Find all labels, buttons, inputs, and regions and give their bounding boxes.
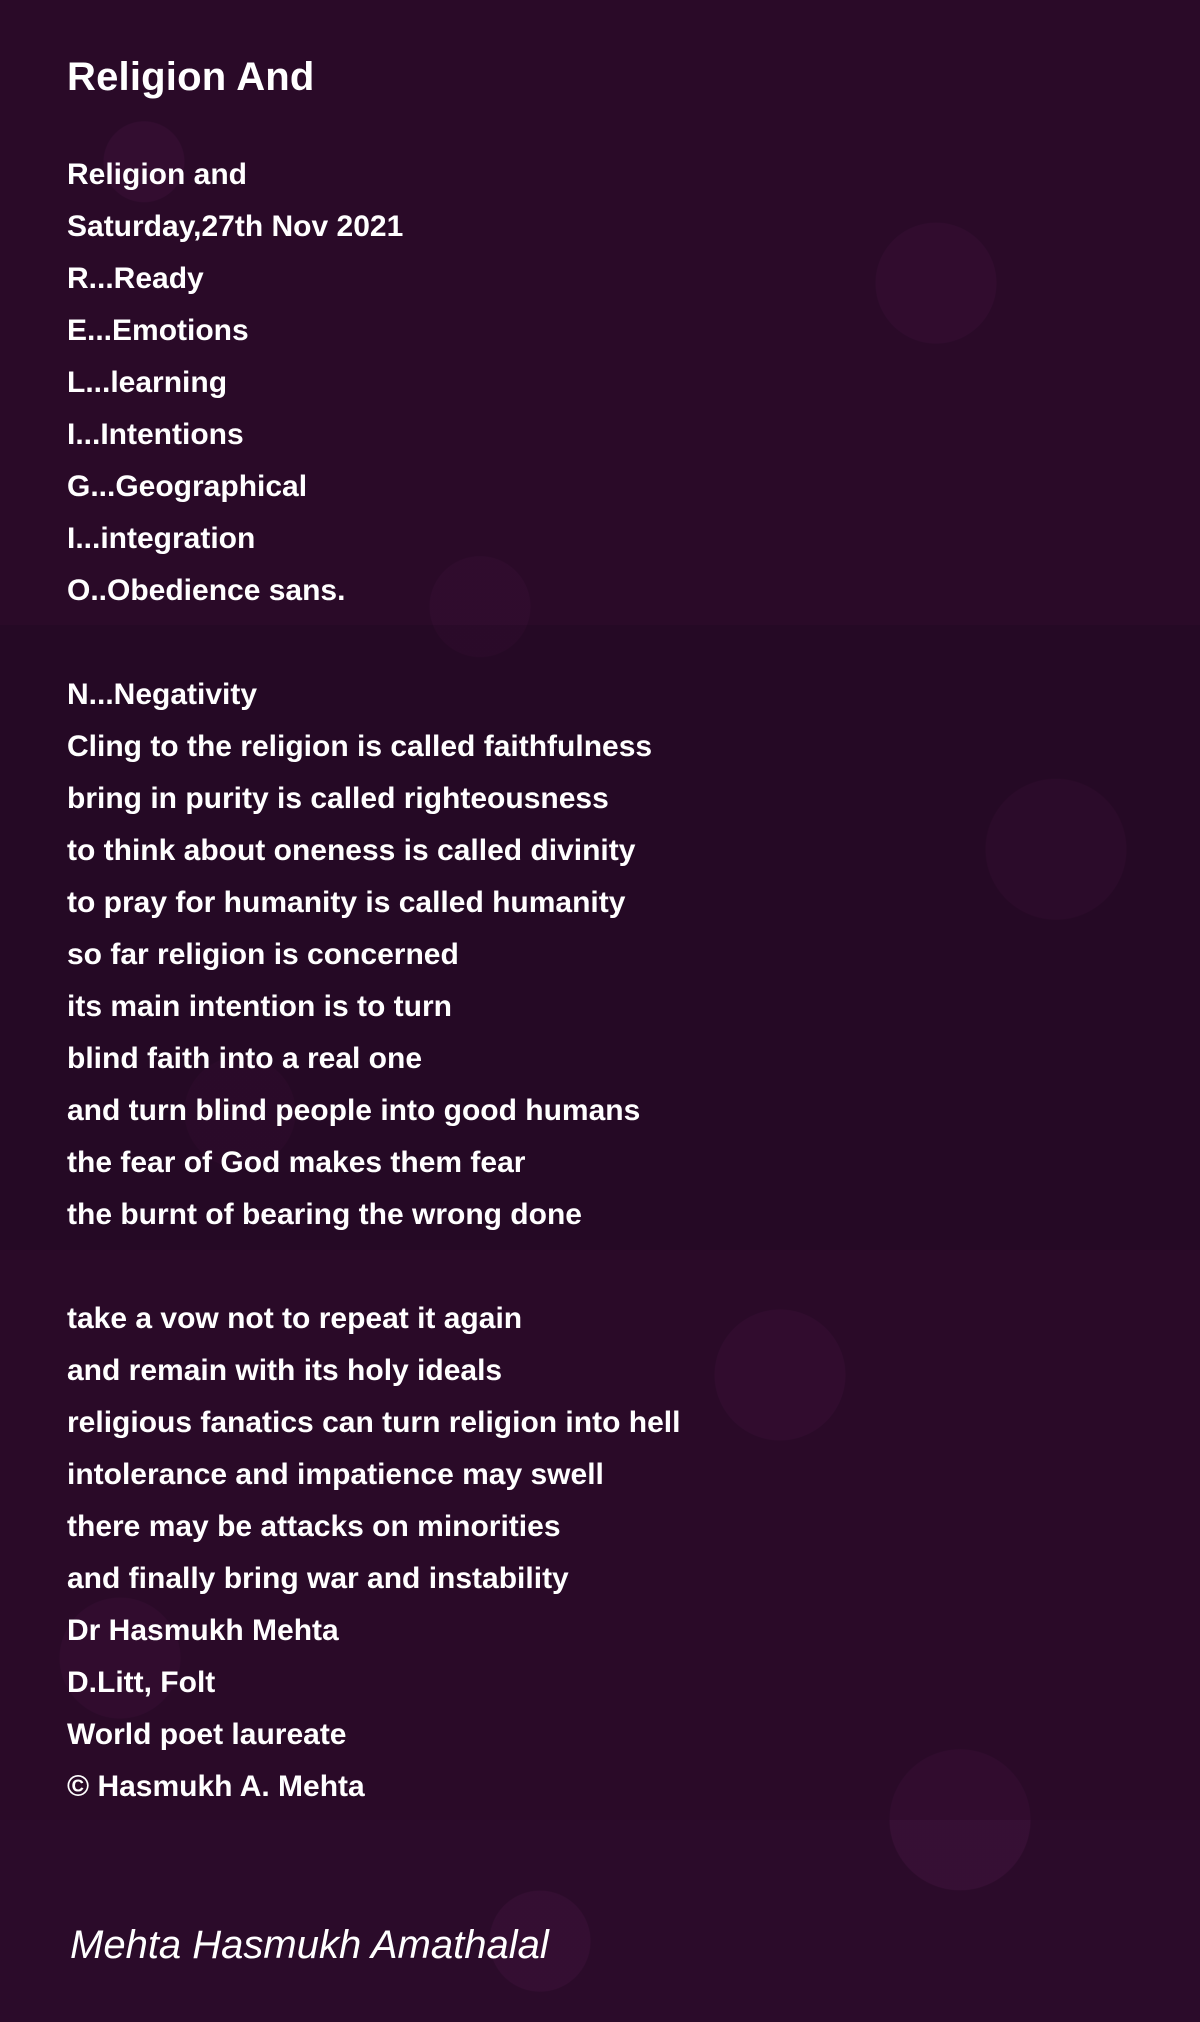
poem-line: G...Geographical <box>67 470 308 503</box>
poem-line: Religion and <box>67 158 247 191</box>
poem-line: N...Negativity <box>67 678 258 711</box>
poem-line: I...Intentions <box>67 418 244 451</box>
poem-line: Saturday,27th Nov 2021 <box>67 210 404 243</box>
poem-line: the fear of God makes them fear <box>67 1146 526 1179</box>
poem-line: religious fanatics can turn religion into hell <box>67 1406 681 1439</box>
poem-line: Dr Hasmukh Mehta <box>67 1614 339 1647</box>
poem-line: R...Ready <box>67 262 204 295</box>
poem-line: Cling to the religion is called faithfulness <box>67 730 653 763</box>
poem-line: to think about oneness is called divinity <box>67 834 636 867</box>
poem-line: intolerance and impatience may swell <box>67 1458 604 1491</box>
author-name: Mehta Hasmukh Amathalal <box>70 1923 549 1967</box>
poem-line: D.Litt, Folt <box>67 1666 216 1699</box>
poem-line: and turn blind people into good humans <box>67 1094 641 1127</box>
poem-line: E...Emotions <box>67 314 249 347</box>
poem-line: and remain with its holy ideals <box>67 1354 503 1387</box>
poem-line: to pray for humanity is called humanity <box>67 886 626 919</box>
poem-line: blind faith into a real one <box>67 1042 423 1075</box>
poem-title: Religion And <box>67 55 315 99</box>
stanza-break <box>67 1241 680 1293</box>
poem-line: the burnt of bearing the wrong done <box>67 1198 582 1231</box>
copyright-line: © Hasmukh A. Mehta <box>67 1770 365 1803</box>
poem-line: L...learning <box>67 366 228 399</box>
poem-line: take a vow not to repeat it again <box>67 1302 523 1335</box>
poem-line: I...integration <box>67 522 256 555</box>
stanza-break <box>67 617 680 669</box>
poem-line: its main intention is to turn <box>67 990 452 1023</box>
poem-line: so far religion is concerned <box>67 938 459 971</box>
poem-line: World poet laureate <box>67 1718 347 1751</box>
poem-line: bring in purity is called righteousness <box>67 782 609 815</box>
poem-body <box>67 149 680 1813</box>
poem-line: O..Obedience sans. <box>67 574 346 607</box>
poem-line: and finally bring war and instability <box>67 1562 569 1595</box>
poem-line: there may be attacks on minorities <box>67 1510 561 1543</box>
